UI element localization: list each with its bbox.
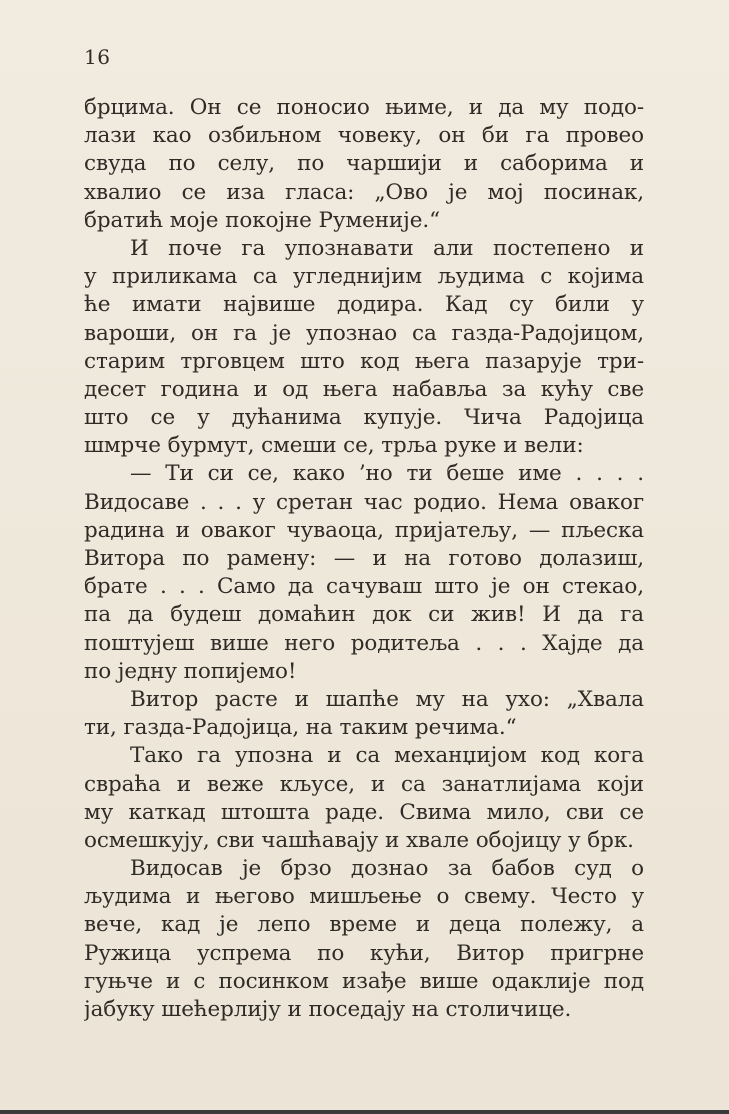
text-line: десет година и од њега набавља за кућу све: [84, 376, 644, 402]
text-line: му каткад штошта раде. Свима мило, сви се: [84, 799, 644, 825]
paragraph: [84, 94, 644, 235]
text-line: осмешкују, сви чашћавају и хвале обојицу у брк.: [84, 827, 634, 853]
text-line: лази као озбиљном човеку, он би га провео: [84, 123, 644, 149]
text-line: ће имати највише додира. Кад су били у: [84, 292, 644, 318]
text-line: у приликама са угледнијим људима с којима: [84, 264, 644, 290]
text-line: Видосав је брзо дознао за бабов суд о: [130, 856, 644, 882]
text-line: поштујеш више него родитеља . . . Хајде да: [84, 630, 644, 656]
body-text: [84, 94, 644, 1024]
text-line: Ружица успрема по кући, Витор пригрне: [84, 940, 644, 966]
text-line: Витора по рамену: — и на готово долазиш,: [84, 546, 644, 571]
text-line: Тако га упозна и са механџијом код кога: [130, 743, 644, 769]
text-line: вече, кад је лепо време и деца полежу, а: [84, 912, 644, 938]
text-line: ти, газда-Радојица, на таким речима.“: [84, 715, 517, 741]
text-line: — Ти си се, како ’но ти беше име . . . .: [130, 461, 644, 487]
paragraph: [84, 855, 644, 1024]
text-line: И поче га упознавати али постепено и: [130, 235, 644, 261]
scan-edge-rule: [0, 1110, 729, 1114]
text-line: што се у дућанима купује. Чича Радојица: [84, 405, 644, 431]
text-line: старим трговцем што код њега пазарује три-: [84, 348, 644, 374]
paragraph: [84, 686, 644, 742]
text-line: брцима. Он се поносио њиме, и да му подо-: [84, 95, 644, 120]
text-line: јабуку шећерлију и поседају на столичице.: [84, 997, 572, 1022]
paragraph: [84, 742, 644, 855]
text-line: шмрче бурмут, смеши се, трља руке и вели:: [84, 433, 584, 459]
paragraph: [84, 235, 644, 461]
text-line: гуњче и с посинком изађе више одаклије под: [84, 968, 644, 994]
text-line: свраћа и веже кљусе, и са занатлијама који: [84, 771, 644, 797]
text-line: вароши, он га је упознао са газда-Радојицом,: [84, 320, 644, 346]
text-line: братић моје покојне Руменије.“: [84, 207, 440, 233]
page-number: 16: [84, 45, 111, 69]
text-line: људима и његово мишљење о свему. Често у: [84, 884, 644, 910]
text-line: па да будеш домаћин док си жив! И да га: [84, 602, 644, 628]
text-line: радина и оваког чуваоца, пријатељу, — пљеска: [84, 517, 644, 543]
text-line: Витор расте и шапће му на ухо: „Хвала: [130, 686, 644, 712]
text-line: Видосаве . . . у сретан час родио. Нема оваког: [84, 489, 644, 515]
text-line: брате . . . Само да сачуваш што је он стекао,: [84, 574, 644, 600]
text-line: хвалио се иза гласа: „Ово је мој посинак,: [84, 179, 644, 205]
paragraph: [84, 460, 644, 686]
text-line: свуда по селу, по чаршији и саборима и: [84, 151, 644, 177]
text-line: по једну попијемо!: [84, 658, 297, 684]
